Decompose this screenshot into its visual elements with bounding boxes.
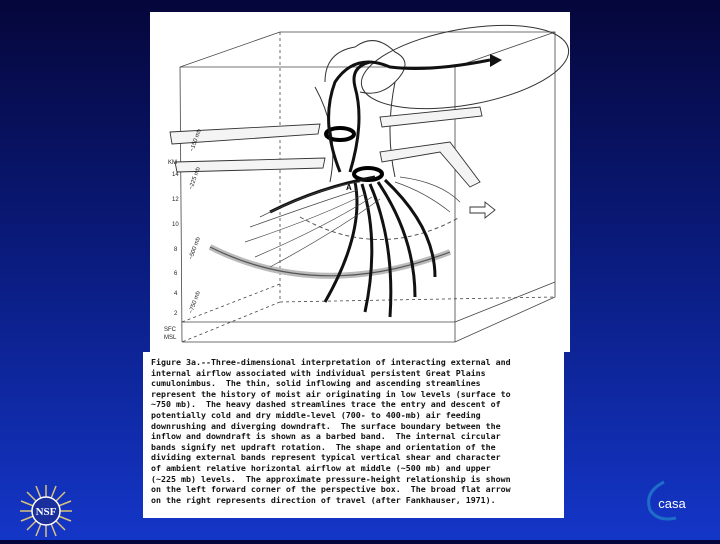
height-axis bbox=[164, 128, 203, 341]
svg-text:2: 2 bbox=[174, 311, 178, 317]
storm-diagram bbox=[150, 12, 570, 352]
caption-line: inflow and downdraft is shown as a barbed band. The internal circular bbox=[151, 431, 501, 442]
svg-text:10: 10 bbox=[172, 222, 179, 228]
direction-of-travel-arrow bbox=[470, 202, 495, 218]
svg-text:~150 mb: ~150 mb bbox=[189, 128, 203, 153]
caption-line: potentially cold and dry middle-level (700- to 400-mb) air feeding bbox=[151, 409, 481, 420]
svg-text:KM: KM bbox=[168, 160, 177, 166]
svg-text:4: 4 bbox=[174, 291, 178, 297]
caption-line: Figure 3a.--Three-dimensional interpretation of interacting external and bbox=[151, 357, 511, 367]
caption-line: dividing external bands represent typical vertical shear and character bbox=[151, 452, 501, 463]
caption-line: of ambient relative horizontal airflow at middle (~500 mb) and upper bbox=[151, 462, 491, 473]
caption-line: bands signify net updraft rotation. The shape and orientation of the bbox=[151, 441, 496, 452]
svg-text:8: 8 bbox=[174, 247, 178, 253]
svg-text:MSL: MSL bbox=[164, 335, 177, 341]
svg-text:~500 mb: ~500 mb bbox=[188, 236, 202, 261]
caption-line: cumulonimbus. The thin, solid inflowing and ascending streamlines bbox=[151, 378, 481, 389]
storm-airflow-figure bbox=[150, 12, 570, 352]
figure-caption bbox=[143, 352, 564, 518]
nsf-logo bbox=[18, 483, 74, 539]
svg-text:SFC: SFC bbox=[164, 327, 176, 333]
svg-text:~225 mb: ~225 mb bbox=[188, 166, 202, 191]
updraft-streamlines bbox=[270, 60, 490, 317]
caption-line: (~225 mb) levels. The approximate pressure-height relationship is shown bbox=[151, 473, 511, 484]
shear-bands bbox=[170, 107, 482, 187]
marker-a: A bbox=[346, 183, 352, 192]
caption-line: ~750 mb). The heavy dashed streamlines trace the entry and descent of bbox=[151, 399, 501, 410]
caption-line: downrushing and diverging downdraft. The surface boundary between the bbox=[151, 420, 501, 431]
svg-text:14: 14 bbox=[172, 172, 179, 178]
svg-text:casa: casa bbox=[658, 496, 686, 511]
svg-text:12: 12 bbox=[172, 197, 179, 203]
caption-line: on the left forward corner of the perspective box. The broad flat arrow bbox=[151, 484, 511, 495]
svg-text:NSF: NSF bbox=[35, 506, 57, 518]
caption-line: internal airflow associated with individual persistent Great Plains bbox=[151, 367, 486, 378]
caption-line: represent the history of moist air originating in low levels (surface to bbox=[151, 388, 511, 399]
casa-logo bbox=[640, 478, 698, 524]
caption-line: on the right represents direction of travel (after Fankhauser, 1971). bbox=[151, 494, 496, 505]
inflow-streamlines bbox=[245, 177, 460, 267]
svg-text:6: 6 bbox=[174, 271, 178, 277]
outflow-arrow-head bbox=[490, 54, 502, 67]
svg-text:~750 mb: ~750 mb bbox=[188, 290, 202, 315]
